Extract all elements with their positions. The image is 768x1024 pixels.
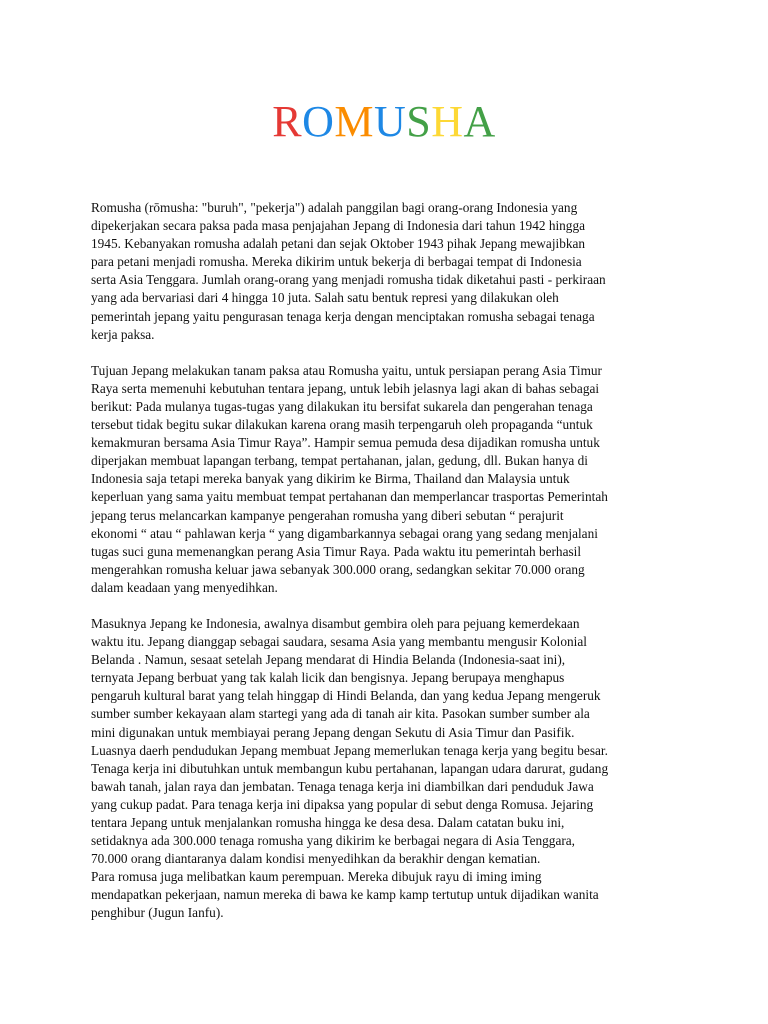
text-line: Indonesia saja tetapi mereka banyak yang dikirim ke Birma, Thailand dan Malaysia untuk <box>91 471 570 487</box>
text-line: pemerintah jepang yaitu pengurasan tenaga kerja dengan menciptakan romusha sebagai tenaga <box>91 308 595 324</box>
text-line: kemakmuran bersama Asia Timur Raya”. Hampir semua pemuda desa dijadikan romusha untuk <box>91 435 600 451</box>
text-line: tersebut tidak begitu sukar dilakukan karena orang masih terpengaruh oleh propaganda “untuk <box>91 417 593 433</box>
text-line: dipekerjakan secara paksa pada masa penjajahan Jepang di Indonesia dari tahun 1942 hingga <box>91 218 586 234</box>
title-letter: A <box>463 97 496 146</box>
text-line: tentara Jepang untuk menjalankan romusha hingga ke desa desa. Dalam catatan buku ini, <box>91 815 565 830</box>
title-letter: H <box>431 97 464 146</box>
text-line: kerja paksa. <box>91 326 155 342</box>
text-line: mini digunakan untuk membiayai perang Jepang dengan Sekutu di Asia Timur dan Pasifik. <box>91 724 575 740</box>
text-line: Masuknya Jepang ke Indonesia, awalnya disambut gembira oleh para pejuang kemerdekaan <box>91 615 580 631</box>
document-title <box>0 96 768 148</box>
text-line: dalam keadaan yang menyedihkan. <box>91 579 278 595</box>
text-line: jepang terus melancarkan kampanye pengerahan romusha yang diberi sebutan “ perajurit <box>91 507 564 523</box>
text-line: yang ada bervariasi dari 4 hingga 10 juta. Salah satu bentuk represi yang dilakukan oleh <box>91 290 559 306</box>
text-line: mendapatkan pekerjaan, namun mereka di bawa ke kamp kamp tertutup untuk dijadikan wanita <box>91 887 599 903</box>
text-line: bawah tanah, jalan raya dan jembatan. Tenaga tenaga kerja ini diambilkan dari penduduk Jawa <box>91 778 594 794</box>
text-line: diperjakan membuat lapangan terbang, tempat pertahanan, jalan, gedung, dll. Bukan hanya di <box>91 453 588 469</box>
paragraph-purpose <box>91 362 691 597</box>
text-line: Para romusa juga melibatkan kaum perempuan. Mereka dibujuk rayu di iming iming <box>91 869 542 885</box>
title-letter: M <box>334 97 374 146</box>
text-line: ternyata Jepang berbuat yang tak kalah licik dan bengisnya. Jepang berupaya menghapus <box>91 670 565 686</box>
text-line: mengerahkan romusha keluar jawa sebanyak 300.000 orang, sedangkan sekitar 70.000 orang <box>91 561 585 577</box>
text-line: 1945. Kebanyakan romusha adalah petani dan sejak Oktober 1943 pihak Jepang mewajibkan <box>91 236 586 252</box>
title-letter: R <box>272 97 303 146</box>
text-line: tugas suci guna memenangkan perang Asia Timur Raya. Pada waktu itu pemerintah berhasil <box>91 543 582 559</box>
paragraph-history <box>91 615 691 923</box>
text-line: ekonomi “ atau “ pahlawan kerja “ yang digambarkannya sebagai orang yang sedang menjalani <box>91 525 598 541</box>
title-letter: S <box>406 97 432 146</box>
text-line: Tenaga kerja ini dibutuhkan untuk membangun kubu pertahanan, lapangan udara darurat, gudang <box>91 760 609 776</box>
text-line: penghibur (Jugun Ianfu). <box>91 905 224 921</box>
text-line: setidaknya ada 300.000 tenaga romusha yang dikirim ke berbagai negara di Asia Tenggara, <box>91 833 575 849</box>
text-line: serta Asia Tenggara. Jumlah orang-orang yang menjadi romusha tidak diketahui pasti - perkiraan <box>91 272 606 288</box>
text-line: Tujuan Jepang melakukan tanam paksa atau Romusha yaitu, untuk persiapan perang Asia Timur <box>91 362 602 378</box>
paragraph-definition <box>91 199 691 344</box>
text-line: yang cukup padat. Para tenaga kerja ini dipaksa yang popular di sebut denga Romusa. Jejaring <box>91 796 594 812</box>
text-line: Romusha (rōmusha: "buruh", "pekerja") adalah panggilan bagi orang-orang Indonesia yang <box>91 200 578 215</box>
title-letter: O <box>302 97 335 146</box>
text-line: sumber sumber kekayaan alam startegi yang ada di tanah air kita. Pasokan sumber sumber ala <box>91 706 590 722</box>
text-line: 70.000 orang diantaranya dalam kondisi menyedihkan da berakhir dengan kematian. <box>91 851 541 867</box>
text-line: berikut: Pada mulanya tugas-tugas yang dilakukan itu bersifat sukarela dan pengerahan tenaga <box>91 398 593 414</box>
title-letter: U <box>373 97 407 146</box>
text-line: Raya serta memenuhi kebutuhan tentara jepang, untuk lebih jelasnya lagi akan di bahas sebagai <box>91 380 600 396</box>
text-line: pengaruh kultural barat yang telah hinggap di Hindi Belanda, dan yang kedua Jepang mengeruk <box>91 688 601 704</box>
text-line: waktu itu. Jepang dianggap sebagai saudara, sesama Asia yang membantu mengusir Kolonial <box>91 634 587 650</box>
text-line: Luasnya daerh pendudukan Jepang membuat Jepang memerlukan tenaga kerja yang begitu besar. <box>91 742 608 758</box>
document-body <box>91 199 691 941</box>
text-line: Belanda . Namun, sesaat setelah Jepang mendarat di Hindia Belanda (Indonesia-saat ini), <box>91 652 566 668</box>
text-line: keperluan yang sama yaitu membuat tempat pertahanan dan memperlancar trasportas Pemerintah <box>91 489 608 505</box>
text-line: para petani menjadi romusha. Mereka dikirim untuk bekerja di berbagai tempat di Indonesia <box>91 254 582 270</box>
